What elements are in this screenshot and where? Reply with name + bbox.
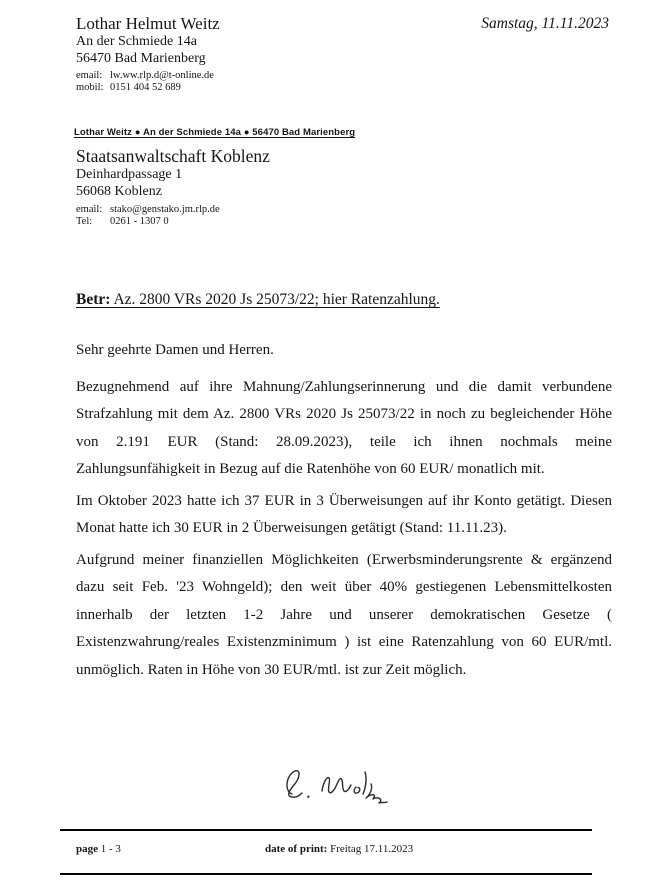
body-paragraph-2: Im Oktober 2023 hatte ich 37 EUR in 3 Überweisungen auf ihr Konto getätigt. Diesen Monat hatte ich 30 EUR in 2 Überweisungen getätigt (Stand: 11.11.23). [76, 492, 612, 536]
body-paragraph-1: Bezugnehmend auf ihre Mahnung/Zahlungserinnerung und die damit verbundene Strafzahlung mit dem Az. 2800 VRs 2020 Js 25073/22 in noch zu begleichender Höhe von 2.191 EUR (Stand: 28.09.2023), teile ich ihnen nochmals meine Zahlungsunfähigkeit in Bezug auf die Ratenhöhe von 60 EUR/ monatlich mit. [76, 378, 612, 477]
sender-mobile-label: mobil: [76, 81, 104, 93]
footer-page-value: 1 - 3 [100, 843, 121, 855]
recipient-email-label: email: [76, 204, 103, 215]
sender-street: An der Schmiede 14a [76, 34, 197, 49]
footer-page-label: page [76, 843, 98, 855]
footer-print-label: date of print: [265, 843, 328, 855]
recipient-street: Deinhardpassage 1 [76, 167, 183, 182]
letter-date: Samstag, 11.11.2023 [481, 15, 609, 32]
sender-email-value: lw.ww.rlp.d@t-online.de [110, 70, 214, 81]
body-paragraph-3: Aufgrund meiner finanziellen Möglichkeiten (Erwerbsminderungsrente & ergänzend dazu seit Feb. '23 Wohngeld); den weit über 40% gestiegenen Lebensmittelkosten innerhalb der letzten 1-2 Jahre und unserer demokratischen Gesetze ( Existenzwahrung/reales Existenzminimum ) ist eine Ratenzahlung von 60 EUR/mtl. unmöglich. Raten in Höhe von 30 EUR/mtl. ist zur Zeit möglich. [76, 551, 612, 678]
sender-contact [76, 70, 220, 93]
salutation: Sehr geehrte Damen und Herren. [76, 342, 274, 358]
recipient-email-value: stako@genstako.jm.rlp.de [110, 204, 220, 215]
recipient-city: 56068 Koblenz [76, 183, 162, 199]
sender-city: 56470 Bad Marienberg [76, 50, 206, 66]
page-footer [60, 829, 592, 875]
subject-label: Betr: [76, 291, 111, 308]
sender-name: Lothar Helmut Weitz [76, 14, 220, 33]
footer-page-info [76, 843, 121, 855]
sender-compact-line: Lothar Weitz ● An der Schmiede 14a ● 56470 Bad Marienberg [74, 127, 356, 138]
recipient-email-row [76, 204, 270, 216]
recipient-name: Staatsanwaltschaft Koblenz [76, 146, 270, 166]
footer-text-row [60, 843, 592, 863]
sender-email-label: email: [76, 70, 103, 81]
handwritten-signature-icon [276, 762, 400, 808]
recipient-tel-row [76, 216, 270, 228]
sender-mobile-value: 0151 404 52 689 [110, 81, 181, 93]
subject-line [76, 291, 440, 309]
footer-print-info [265, 843, 413, 855]
sender-mobile-row [76, 82, 220, 94]
recipient-tel-value: 0261 - 1307 0 [110, 215, 169, 227]
letter-body [76, 337, 612, 688]
sender-email-row [76, 70, 220, 82]
subject-text: Az. 2800 VRs 2020 Js 25073/22; hier Ratenzahlung. [110, 291, 440, 308]
sender-address-block [76, 13, 220, 93]
recipient-address-block [76, 145, 270, 227]
recipient-tel-label: Tel: [76, 215, 93, 227]
recipient-contact [76, 204, 270, 227]
footer-print-value: Freitag 17.11.2023 [330, 843, 414, 855]
